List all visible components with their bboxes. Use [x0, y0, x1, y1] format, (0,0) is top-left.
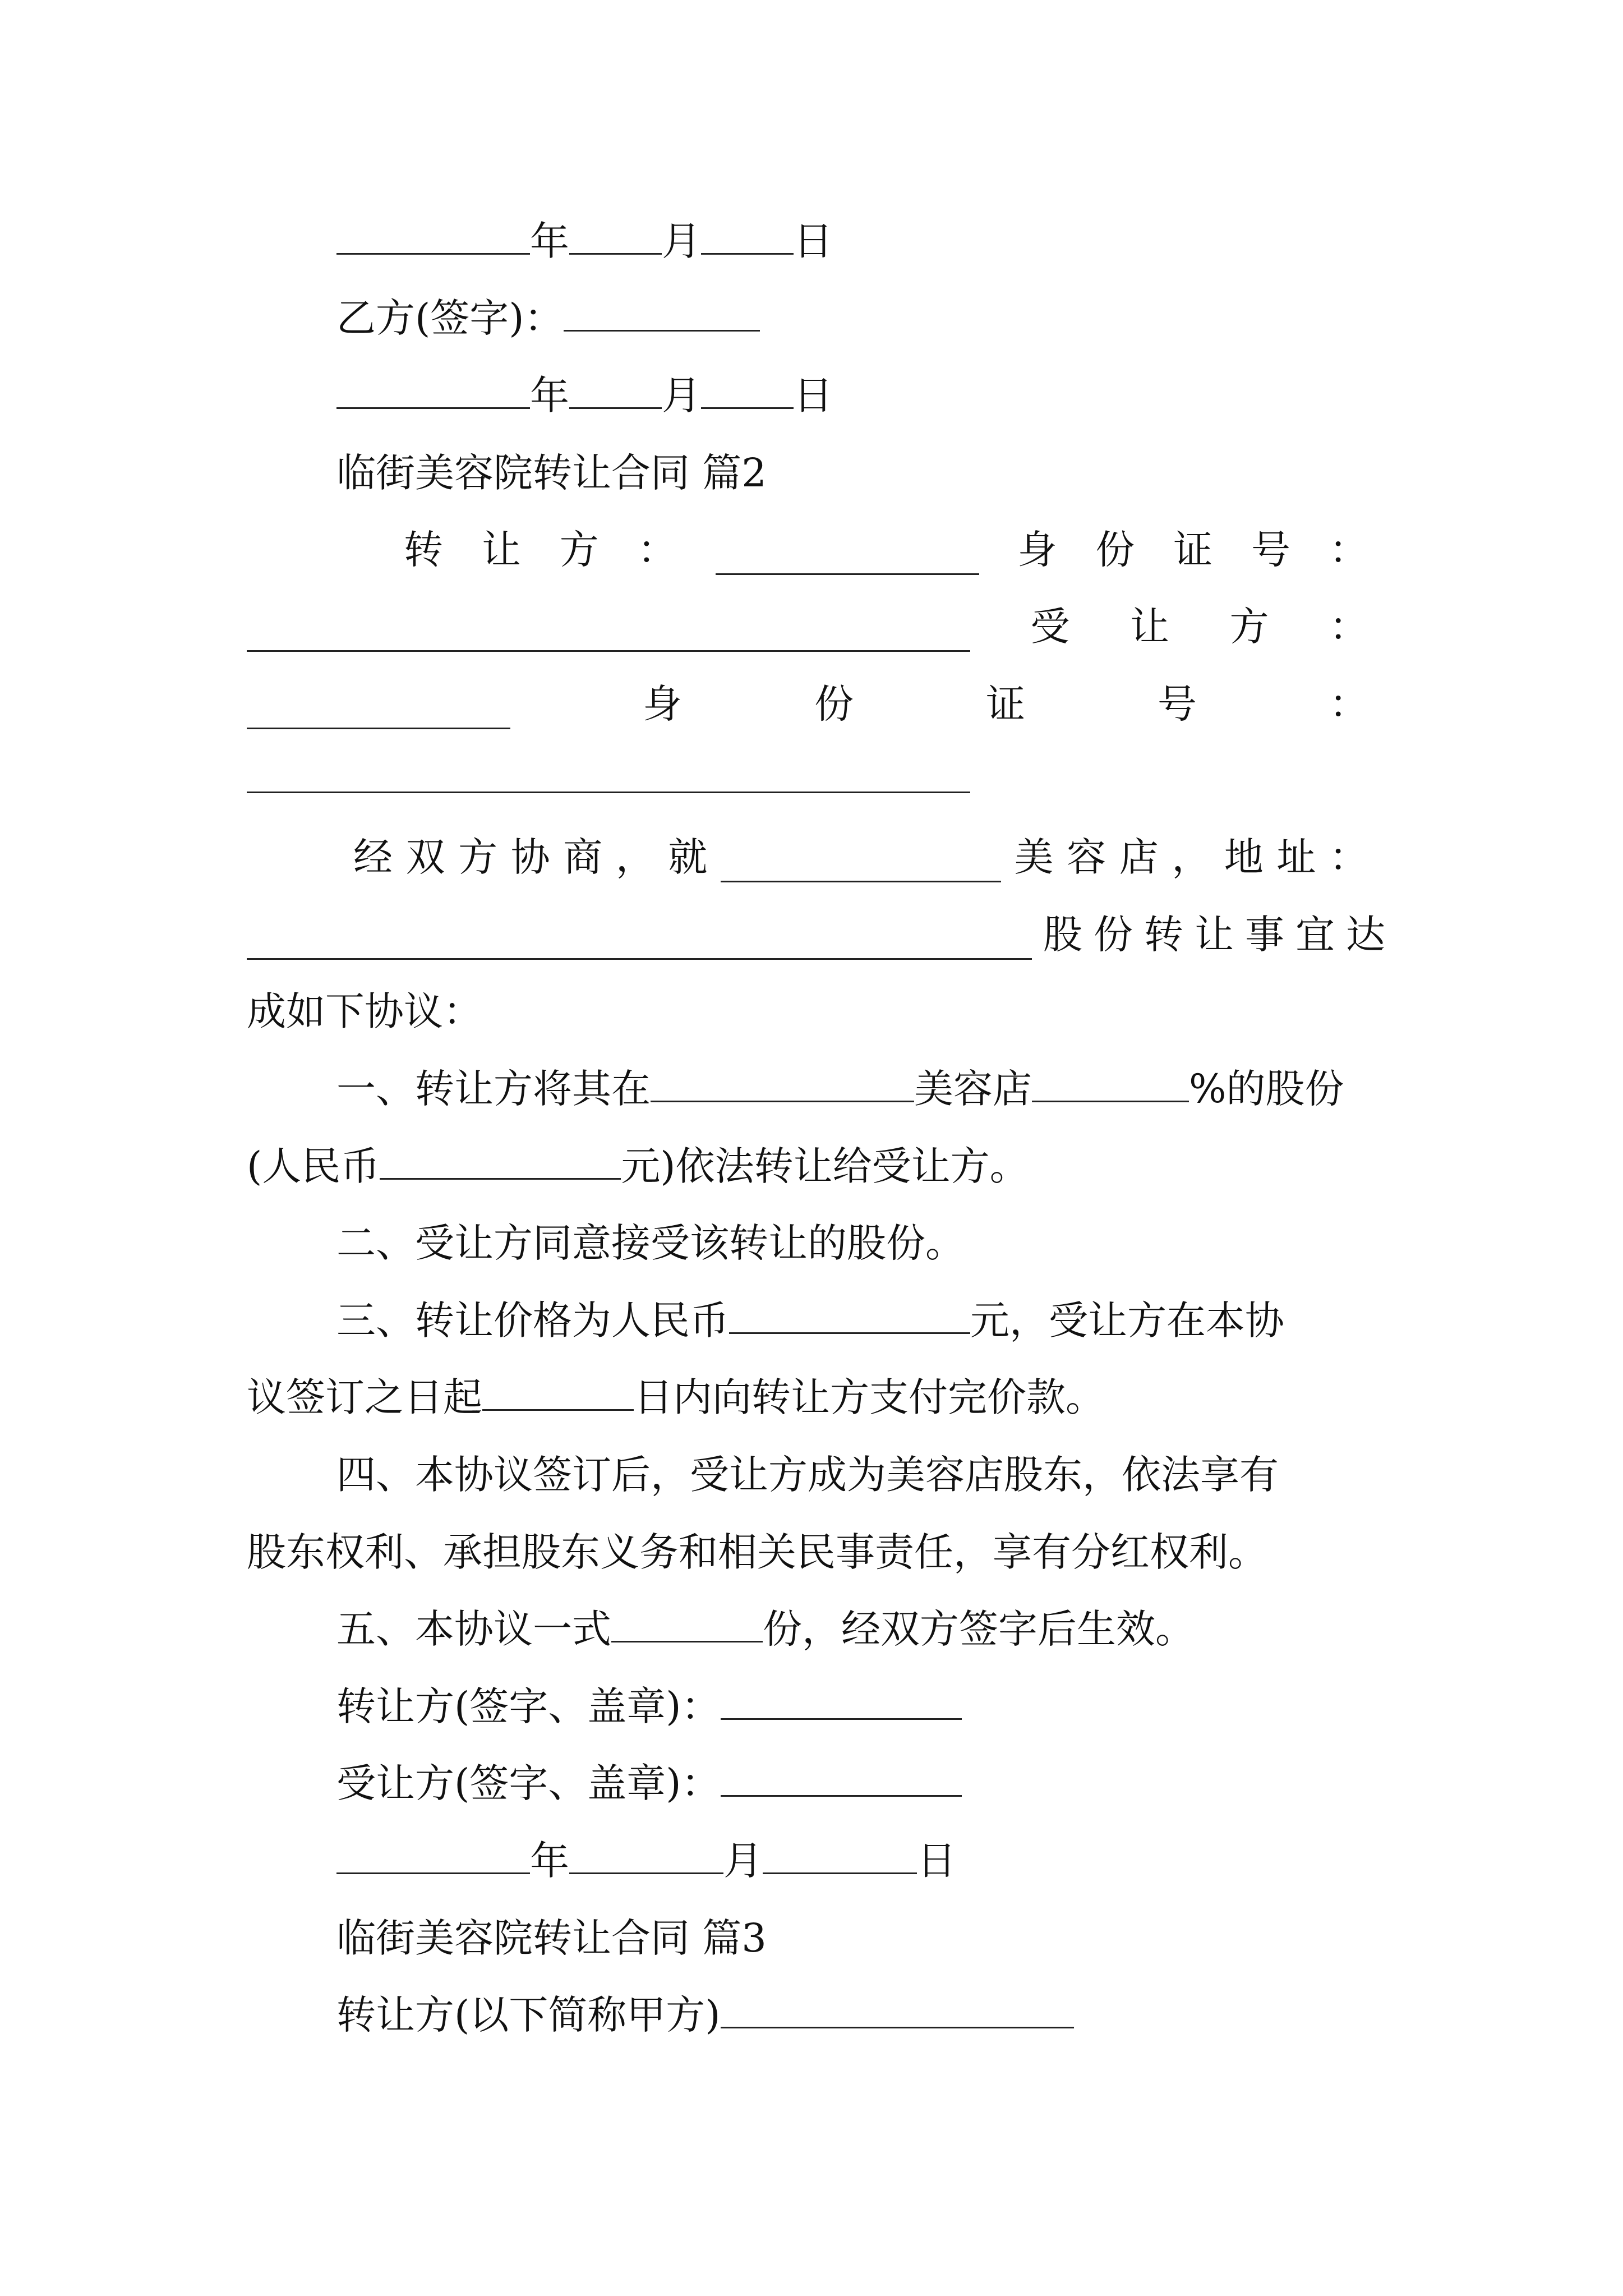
clause-3-line-2: 议签订之日起 日内向转让方支付完价款。 — [247, 1374, 1105, 1420]
blank-month[interactable] — [569, 218, 662, 255]
section-heading-3: 临街美容院转让合同 篇3 — [336, 1915, 767, 1961]
clause-1-line-2: (人民币 元)依法转让给受让方。 — [247, 1143, 1029, 1189]
blank-share-amount[interactable] — [380, 1143, 621, 1180]
clause-5: 五、本协议一式 份，经双方签字后生效。 — [336, 1606, 1195, 1652]
blank-clause1-shop[interactable] — [651, 1066, 914, 1102]
transferee-signature-line: 受让方(签字、盖章)： — [336, 1758, 962, 1809]
blank-transferee-id[interactable] — [247, 757, 970, 793]
transferee-id-blank-line — [247, 754, 970, 805]
blank-transferor-id[interactable] — [247, 615, 970, 652]
blank-year[interactable] — [336, 218, 530, 255]
section-heading-2: 临街美容院转让合同 篇2 — [336, 450, 767, 496]
blank-day[interactable] — [763, 1838, 917, 1874]
clause-4-line-1: 四、本协议签订后，受让方成为美容店股东，依法享有 — [336, 1452, 1279, 1498]
negotiation-line: 经 双 方 协 商 ， 就 美 容 店 ， 地 址 ： — [353, 832, 1368, 882]
blank-shop-address[interactable] — [247, 923, 1032, 960]
date-line-1: 年 月 日 — [336, 216, 833, 266]
blank-share-percent[interactable] — [1032, 1066, 1189, 1102]
blank-payment-days[interactable] — [482, 1374, 634, 1411]
blank-copies[interactable] — [611, 1606, 763, 1642]
blank-transferee[interactable] — [247, 693, 510, 729]
clause-4-line-2: 股东权利、承担股东义务和相关民事责任，享有分红权利。 — [247, 1529, 1267, 1575]
address-line: 股 份 转 让 事 宜 达 — [247, 909, 1385, 960]
transferee-line: 受 让 方 ： — [247, 601, 1368, 652]
blank-transfer-price[interactable] — [729, 1297, 970, 1334]
date-line-2: 年 月 日 — [336, 370, 833, 421]
transferor-signature-line: 转让方(签字、盖章)： — [336, 1681, 962, 1732]
clause-3-line-1: 三、转让价格为人民币 元，受让方在本协 — [336, 1297, 1284, 1343]
blank-party-a[interactable] — [721, 1992, 1074, 2028]
blank-day[interactable] — [701, 218, 794, 255]
party-a-line: 转让方(以下简称甲方) — [336, 1990, 1074, 2040]
blank-year[interactable] — [336, 372, 530, 409]
clause-2: 二、受让方同意接受该转让的股份。 — [336, 1220, 965, 1266]
transferee-id-line: 身 份 证 号 ： — [247, 679, 1368, 729]
party-b-signature-line: 乙方(签字)： — [336, 293, 760, 343]
blank-party-b-signature[interactable] — [564, 295, 760, 332]
blank-shop-name[interactable] — [721, 846, 1001, 882]
blank-transferor[interactable] — [716, 539, 979, 575]
blank-year[interactable] — [336, 1838, 530, 1874]
date-line-3: 年 月 日 — [336, 1835, 956, 1886]
blank-transferor-signature[interactable] — [721, 1683, 962, 1720]
blank-month[interactable] — [569, 1838, 723, 1874]
agreement-intro: 成如下协议： — [247, 988, 482, 1034]
blank-day[interactable] — [701, 372, 794, 409]
blank-month[interactable] — [569, 372, 662, 409]
blank-transferee-signature[interactable] — [721, 1760, 962, 1797]
clause-1-line-1: 一、转让方将其在 美容店 %的股份 — [336, 1066, 1344, 1112]
transferor-line: 转 让 方 ： 身 份 证 号 ： — [404, 524, 1368, 575]
